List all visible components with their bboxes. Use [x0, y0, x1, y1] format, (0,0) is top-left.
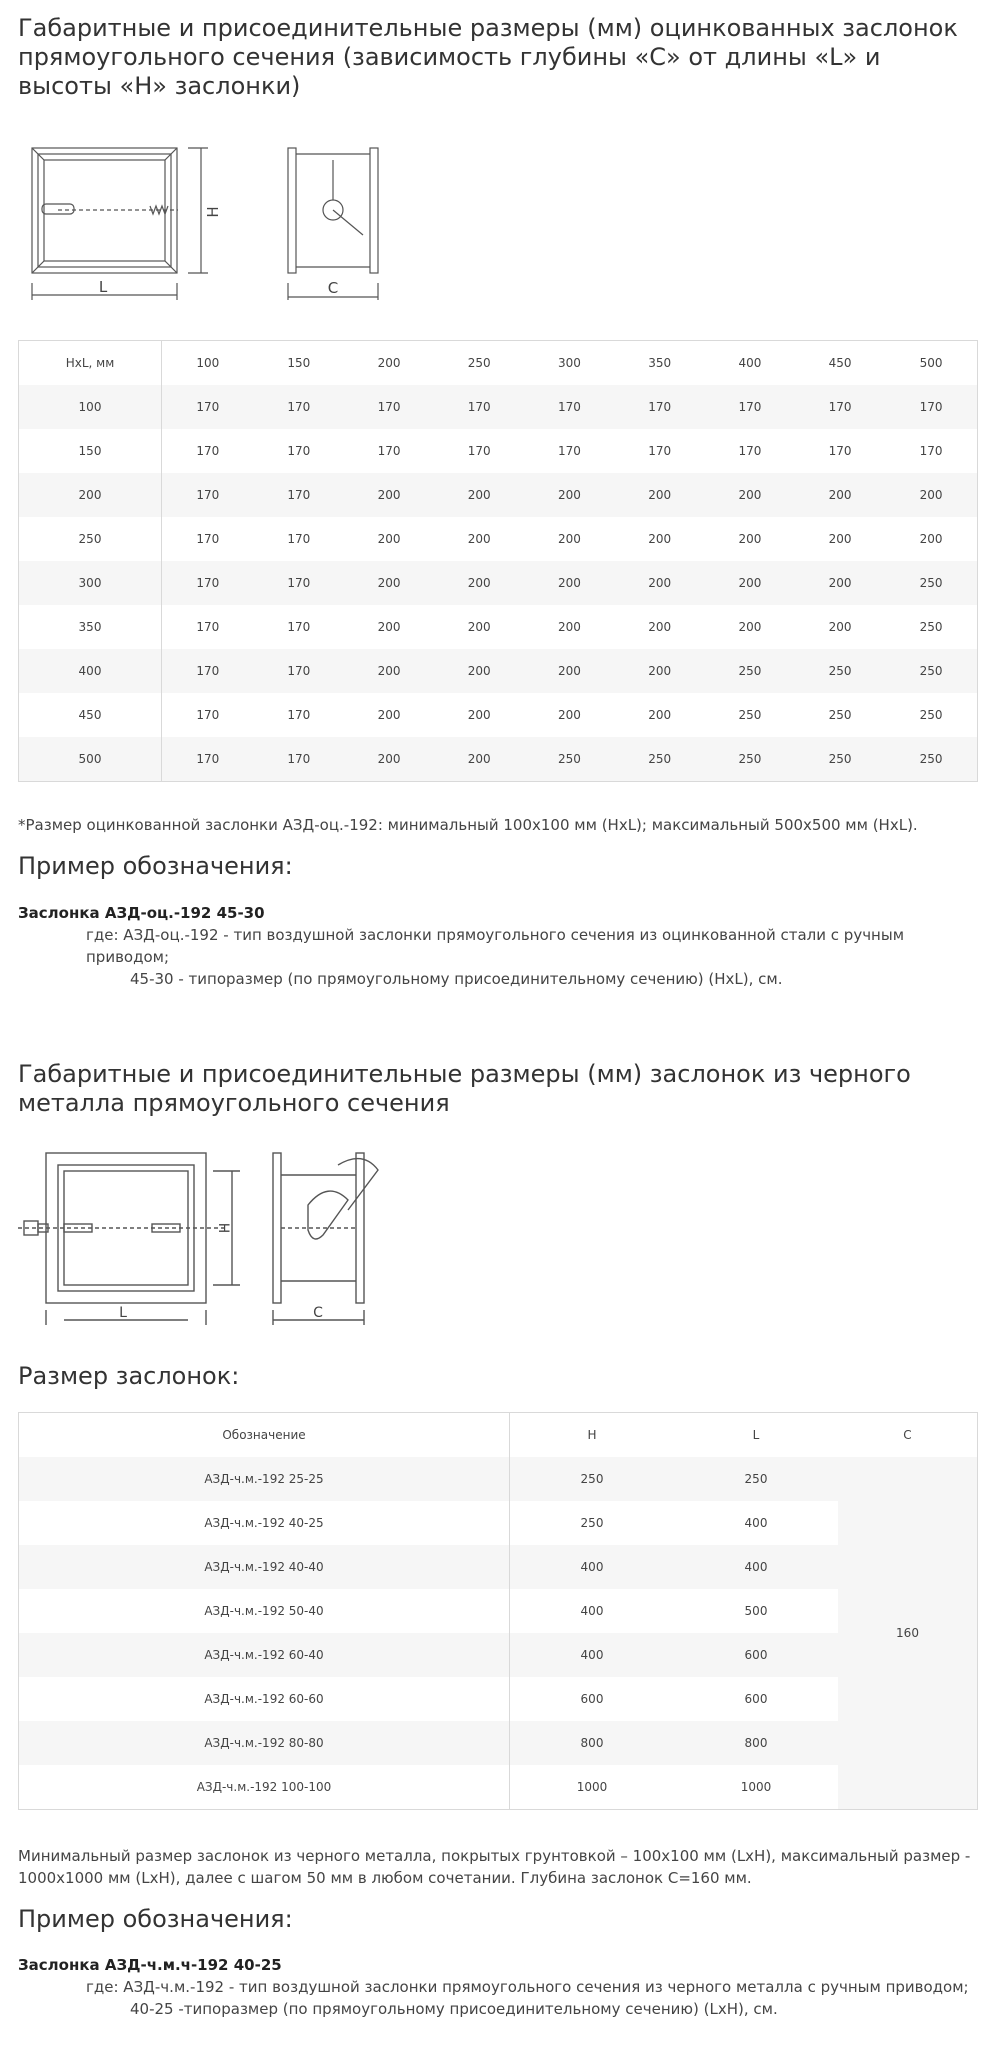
- table-cell: 200: [19, 473, 162, 517]
- table-cell: 250: [738, 708, 762, 722]
- table-cell: 170: [919, 444, 943, 458]
- table-cell: 200: [795, 561, 885, 605]
- table-row: [19, 517, 978, 561]
- table-row: [19, 1545, 978, 1589]
- table-cell: 250: [795, 737, 885, 782]
- table-cell: 200: [615, 473, 705, 517]
- table-cell: 200: [705, 561, 795, 605]
- table-cell: 200: [377, 708, 401, 722]
- table-row: [19, 473, 978, 517]
- table-cell: 250: [828, 708, 852, 722]
- table-cell: 200: [524, 649, 614, 693]
- table-cell: 250: [885, 649, 977, 693]
- table-cell: 170: [558, 444, 581, 458]
- table-cell: 600: [744, 1692, 768, 1706]
- table-row: [19, 737, 978, 782]
- table-cell: 300: [19, 561, 162, 605]
- table-cell: 200: [648, 708, 672, 722]
- depth-c-cell: 160: [838, 1457, 978, 1810]
- table-cell: 250: [705, 737, 795, 782]
- table-cell: 800: [674, 1721, 838, 1765]
- table-header-cell: L: [674, 1413, 838, 1458]
- table-cell: 1000: [576, 1780, 608, 1794]
- table-row: [19, 1501, 978, 1545]
- table-cell: 170: [615, 385, 705, 429]
- table-cell: 200: [615, 561, 705, 605]
- table-cell: 350: [648, 356, 672, 370]
- table-cell: 250: [885, 737, 977, 782]
- table-cell: 450: [828, 356, 852, 370]
- table-cell: 200: [344, 649, 434, 693]
- table-cell: 250: [919, 620, 943, 634]
- table-cell: 400: [510, 1545, 675, 1589]
- table-cell: 170: [287, 444, 311, 458]
- table-cell: 250: [705, 649, 795, 693]
- table-cell: АЗД-ч.м.-192 100-100: [19, 1765, 510, 1810]
- table-header-row: [19, 1413, 978, 1458]
- table-cell: 450: [19, 693, 162, 737]
- table-cell: АЗД-ч.м.-192 60-60: [19, 1677, 510, 1721]
- example-title-2: Заслонка АЗД-ч.м.ч-192 40-25: [18, 1956, 282, 1974]
- table-row: [19, 1765, 978, 1810]
- galvanized-damper-drawing: [18, 140, 398, 315]
- table-row: [19, 561, 978, 605]
- size-heading: Размер заслонок:: [18, 1362, 240, 1390]
- table-cell: 200: [344, 561, 434, 605]
- table-cell: 350: [19, 605, 162, 649]
- table-row: [19, 385, 978, 429]
- example-heading-1: Пример обозначения:: [18, 852, 293, 880]
- example-line-2b: 40-25 -типоразмер (по прямоугольному присоединительному сечению) (LxH), см.: [130, 2000, 778, 2018]
- table-cell: АЗД-ч.м.-192 50-40: [19, 1589, 510, 1633]
- front-view-2: [18, 1153, 240, 1325]
- table-cell: 300: [558, 356, 581, 370]
- table-cell: 170: [196, 620, 220, 634]
- table-cell: 170: [254, 561, 344, 605]
- table-cell: 170: [254, 737, 344, 782]
- table-cell: 100: [19, 385, 162, 429]
- table-cell: 200: [377, 620, 401, 634]
- table-cell: 250: [510, 1457, 675, 1501]
- table-row: [19, 429, 978, 473]
- table-cell: 170: [885, 385, 977, 429]
- table-cell: 200: [828, 532, 852, 546]
- table-cell: АЗД-ч.м.-192 25-25: [19, 1457, 510, 1501]
- table-cell: 170: [254, 649, 344, 693]
- galvanized-size-table: [18, 340, 978, 782]
- side-c-label: C: [327, 279, 339, 297]
- table-row: [19, 1677, 978, 1721]
- table-row: [19, 649, 978, 693]
- table-cell: 200: [434, 737, 524, 782]
- table-cell: 200: [524, 473, 614, 517]
- table-cell: 200: [344, 737, 434, 782]
- table-cell: АЗД-ч.м.-192 40-40: [19, 1545, 510, 1589]
- table-cell: 170: [705, 385, 795, 429]
- table-cell: 150: [287, 356, 311, 370]
- example-line-1a: где: АЗД-оц.-192 - тип воздушной заслонки прямоугольного сечения из оцинкованной стали с ручным приводом;: [86, 926, 905, 966]
- example-heading-2: Пример обозначения:: [18, 1905, 293, 1933]
- example-title-1: Заслонка АЗД-оц.-192 45-30: [18, 904, 265, 922]
- table-cell: 1000: [740, 1780, 772, 1794]
- table-cell: 170: [795, 385, 885, 429]
- table-cell: 200: [919, 532, 943, 546]
- table-header-cell: Обозначение: [19, 1413, 510, 1458]
- table-cell: 200: [524, 561, 614, 605]
- table-cell: 170: [524, 385, 614, 429]
- table-cell: 200: [377, 356, 401, 370]
- table-cell: 200: [738, 620, 762, 634]
- front-l-label-2: L: [119, 1305, 127, 1321]
- table-cell: 200: [885, 473, 977, 517]
- table-cell: 400: [744, 1516, 768, 1530]
- table-cell: 170: [287, 532, 311, 546]
- table-cell: 200: [558, 620, 581, 634]
- table-cell: 170: [162, 473, 254, 517]
- side-c-label-2: C: [313, 1305, 323, 1321]
- table-cell: 250: [615, 737, 705, 782]
- table-cell: 250: [674, 1457, 838, 1501]
- table-header-cell: C: [838, 1413, 978, 1458]
- table-cell: 250: [467, 356, 491, 370]
- table-cell: 170: [377, 444, 401, 458]
- table-header-cell: H: [510, 1413, 675, 1458]
- table-cell: 200: [828, 620, 852, 634]
- table-cell: 200: [615, 649, 705, 693]
- table-cell: 250: [580, 1516, 604, 1530]
- table-cell: 200: [558, 532, 581, 546]
- black-metal-damper-drawing: [18, 1145, 398, 1330]
- table-row: [19, 693, 978, 737]
- table-cell: 500: [919, 356, 943, 370]
- table-cell: 170: [738, 444, 762, 458]
- table-cell: 200: [434, 561, 524, 605]
- table-cell: 170: [196, 532, 220, 546]
- table-cell: 200: [795, 473, 885, 517]
- table-cell: 250: [524, 737, 614, 782]
- table-cell: 400: [510, 1633, 675, 1677]
- table-cell: 200: [648, 620, 672, 634]
- side-view: [288, 148, 378, 300]
- table-cell: 170: [828, 444, 852, 458]
- table-cell: 170: [648, 444, 672, 458]
- section1-title: Габаритные и присоединительные размеры (мм) оцинкованных заслонок прямоугольного сечения (зависимость глубины «С» от длины «L» и высоты «Н» заслонки): [18, 14, 958, 100]
- table-cell: 200: [467, 708, 491, 722]
- table-cell: 200: [434, 473, 524, 517]
- black-metal-size-note: Минимальный размер заслонок из черного металла, покрытых грунтовкой – 100х100 мм (LxH), максимальный размер - 1000х1000 мм (LxH), далее с шагом 50 мм в любом сочетании. Глубина заслонок С=160 мм.: [18, 1847, 971, 1887]
- table-cell: 170: [467, 444, 491, 458]
- table-cell: 200: [377, 532, 401, 546]
- table-cell: 250: [795, 649, 885, 693]
- table-cell: 250: [885, 561, 977, 605]
- table-cell: АЗД-ч.м.-192 80-80: [19, 1721, 510, 1765]
- front-view: [32, 148, 208, 300]
- table-cell: 170: [287, 620, 311, 634]
- table-cell: 400: [674, 1545, 838, 1589]
- table-cell: 200: [705, 473, 795, 517]
- side-view-2: [273, 1153, 378, 1325]
- table-row: [19, 1457, 978, 1501]
- table-cell: 170: [287, 708, 311, 722]
- table-cell: 500: [19, 737, 162, 782]
- table-cell: 200: [467, 532, 491, 546]
- table-cell: 200: [344, 473, 434, 517]
- table-row: [19, 1589, 978, 1633]
- front-h-label-2: H: [215, 1222, 231, 1234]
- front-l-label: L: [98, 278, 108, 296]
- table-cell: 250: [19, 517, 162, 561]
- table-cell: 250: [919, 708, 943, 722]
- table-cell: 170: [344, 385, 434, 429]
- table-cell: 170: [162, 737, 254, 782]
- table-cell: АЗД-ч.м.-192 60-40: [19, 1633, 510, 1677]
- table-row: [19, 605, 978, 649]
- example-line-1b: 45-30 - типоразмер (по прямоугольному присоединительному сечению) (НхL), см.: [130, 970, 783, 988]
- table-cell: 200: [738, 532, 762, 546]
- table-cell: 170: [434, 385, 524, 429]
- table-cell: 170: [196, 708, 220, 722]
- table-header-row: [19, 341, 978, 386]
- example-description-1: [18, 924, 978, 990]
- table-row: [19, 1721, 978, 1765]
- table-cell: 170: [196, 444, 220, 458]
- table-cell: 600: [580, 1692, 604, 1706]
- table-row: [19, 1633, 978, 1677]
- table-cell: 600: [674, 1633, 838, 1677]
- example-line-2a: где: АЗД-ч.м.-192 - тип воздушной заслонки прямоугольного сечения из черного металла с ручным приводом;: [86, 1978, 969, 1996]
- table-cell: 170: [162, 649, 254, 693]
- table-cell: 200: [648, 532, 672, 546]
- table-cell: 500: [744, 1604, 768, 1618]
- table-cell: 170: [254, 385, 344, 429]
- table-cell: НхL, мм: [19, 341, 162, 386]
- table-cell: 400: [738, 356, 762, 370]
- table-cell: 200: [467, 620, 491, 634]
- table-cell: 400: [580, 1604, 604, 1618]
- table-cell: АЗД-ч.м.-192 40-25: [19, 1501, 510, 1545]
- table-cell: 170: [254, 473, 344, 517]
- table-cell: 170: [162, 561, 254, 605]
- galvanized-size-note: *Размер оцинкованной заслонки АЗД-оц.-192: минимальный 100х100 мм (НхL); максимальный 500х500 мм (НхL).: [18, 816, 918, 834]
- table-cell: 100: [196, 356, 220, 370]
- section2-title: Габаритные и присоединительные размеры (мм) заслонок из черного металла прямоугольного сечения: [18, 1060, 911, 1117]
- black-metal-size-table: [18, 1412, 978, 1810]
- example-description-2: [18, 1976, 978, 2020]
- table-cell: 800: [510, 1721, 675, 1765]
- table-cell: 200: [434, 649, 524, 693]
- table-cell: 150: [19, 429, 162, 473]
- table-cell: 200: [558, 708, 581, 722]
- front-h-label: H: [204, 206, 222, 218]
- table-cell: 400: [19, 649, 162, 693]
- table-cell: 170: [162, 385, 254, 429]
